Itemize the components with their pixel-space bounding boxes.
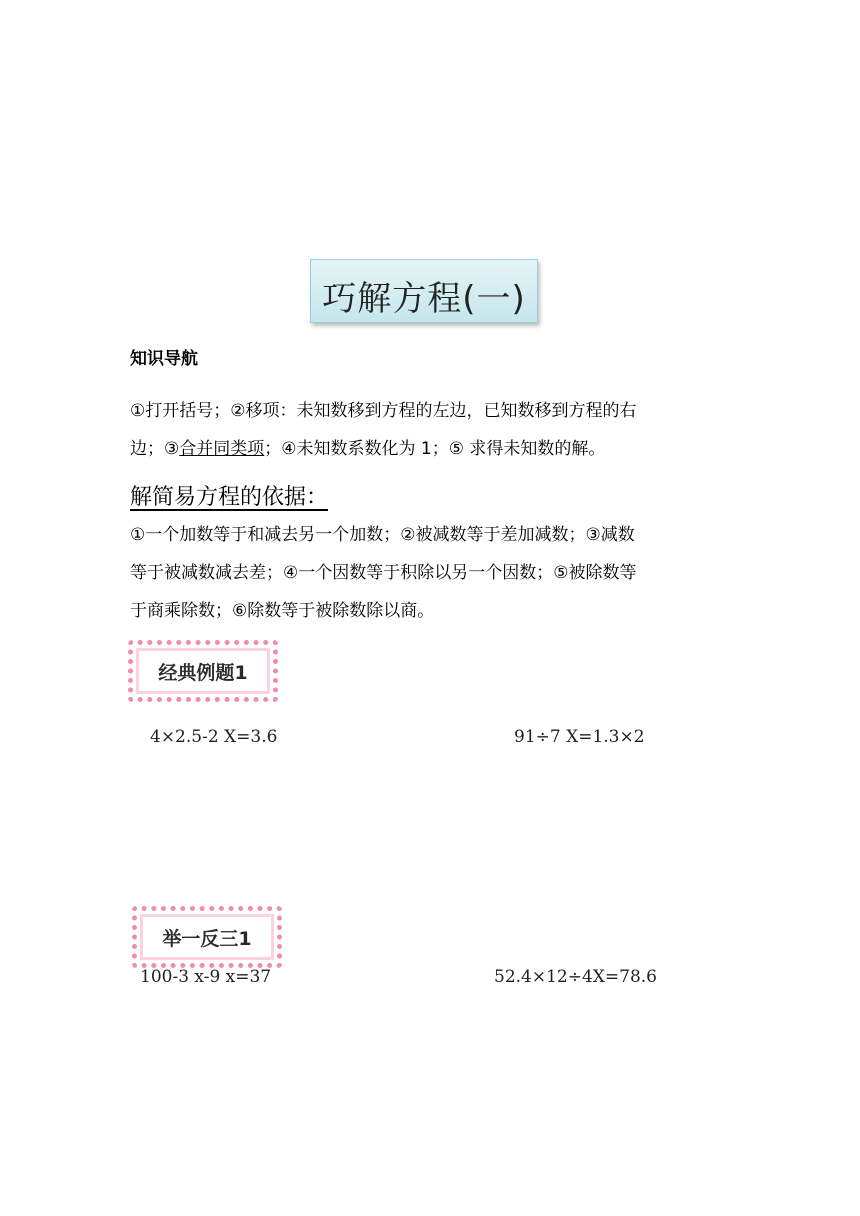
nav-line-2-underlined: 合并同类项: [179, 439, 265, 459]
nav-line-2-pre: 边；③: [130, 439, 180, 459]
example-badge-label: 经典例题1: [158, 661, 248, 684]
knowledge-nav-text: [130, 392, 740, 468]
example-equation-right: 91÷7 X=1.3×2: [514, 727, 645, 747]
basis-heading: 解简易方程的依据：: [130, 485, 329, 510]
practice-equation-right: 52.4×12÷4X=78.6: [494, 967, 657, 987]
example-badge: [128, 640, 278, 702]
nav-line-1: ①打开括号；②移项：未知数移到方程的左边，已知数移到方程的右: [130, 401, 637, 421]
nav-line-2: [130, 430, 740, 468]
practice-equation-left: 100-3 x-9 x=37: [140, 967, 272, 987]
basis-line-3: 于商乘除数；⑥除数等于被除数除以商。: [130, 601, 435, 621]
example-equation-left: 4×2.5-2 X=3.6: [150, 727, 278, 747]
practice-badge-label: 举一反三1: [162, 927, 252, 950]
page-title: 巧解方程(一): [322, 278, 526, 319]
basis-text: [130, 516, 740, 630]
nav-line-2-post: ；④未知数系数化为 1；⑤ 求得未知数的解。: [264, 439, 606, 459]
knowledge-nav-heading: 知识导航: [130, 349, 198, 369]
basis-line-2: 等于被减数减去差；④一个因数等于积除以另一个因数；⑤被除数等: [130, 563, 637, 583]
title-banner: [310, 259, 538, 323]
practice-badge: [132, 906, 282, 968]
basis-line-1: ①一个加数等于和减去另一个加数；②被减数等于差加减数；③减数: [130, 525, 635, 545]
